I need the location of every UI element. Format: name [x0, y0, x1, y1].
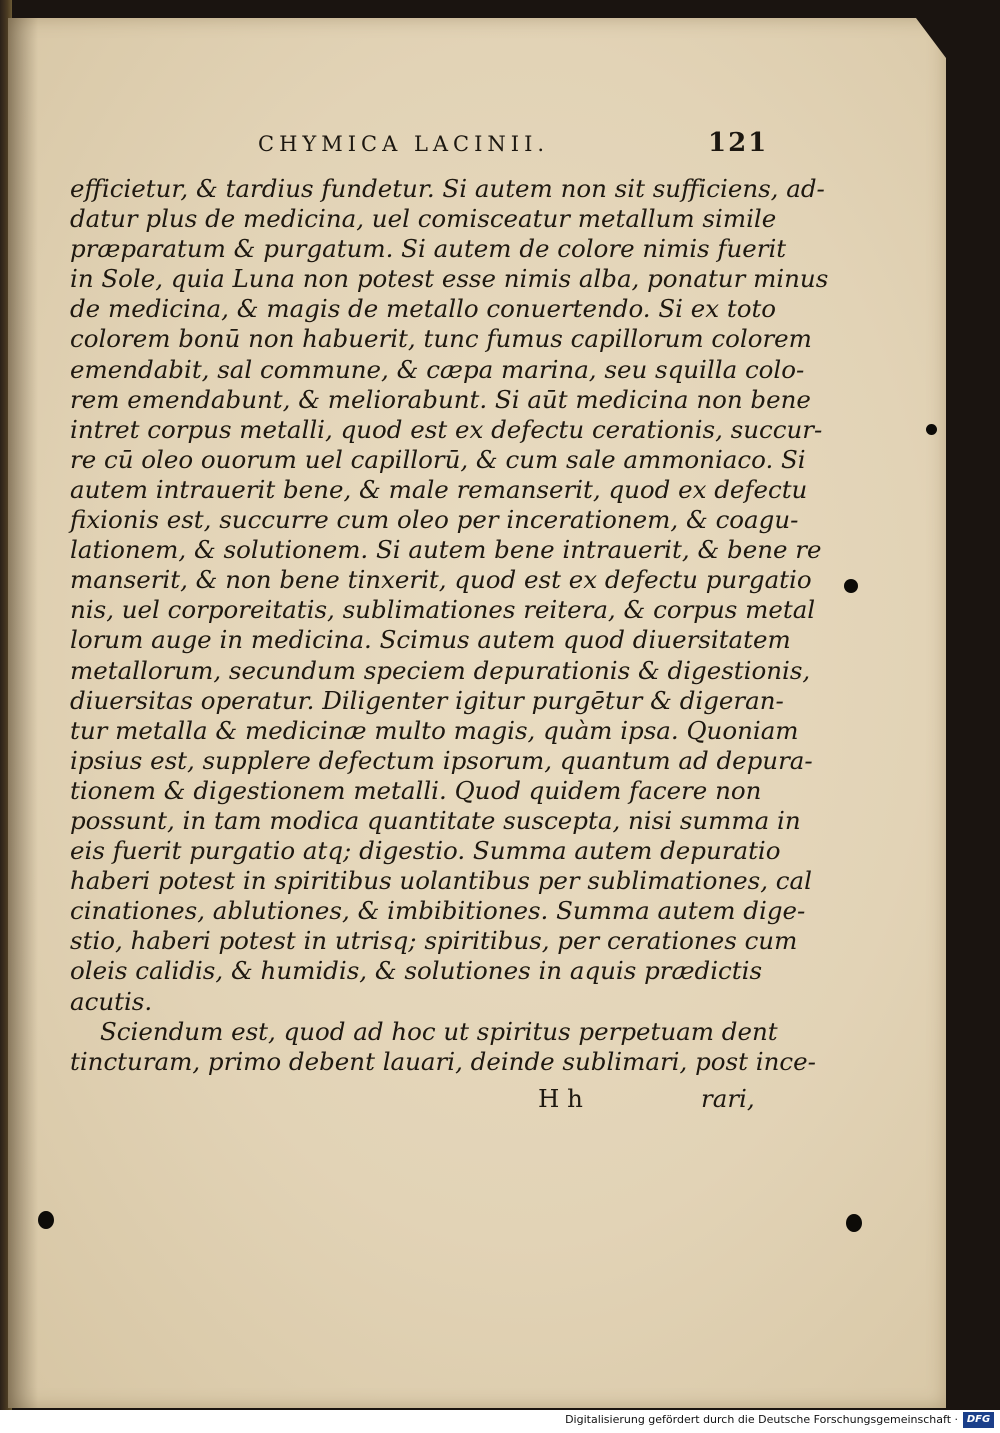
punch-hole: [38, 1211, 54, 1229]
text-line: in Sole, quia Luna non potest esse nimis alba, ponatur minus: [70, 264, 829, 294]
text-line: præparatum & purgatum. Si autem de colore nimis fuerit: [70, 234, 787, 264]
punch-hole: [926, 424, 937, 435]
book-page: [8, 18, 946, 1408]
gutter-shadow: [8, 18, 38, 1408]
main-text: [70, 174, 829, 1077]
digitization-footer: [0, 1410, 1000, 1433]
funding-credit: Digitalisierung gefördert durch die Deutsche Forschungsgemeinschaft ·: [565, 1413, 958, 1426]
text-line: ipsius est, supplere defectum ipsorum, quantum ad depura-: [70, 745, 813, 775]
signature-mark: H h: [538, 1084, 583, 1113]
punch-hole: [846, 1214, 862, 1232]
page-corner-fold: [916, 18, 946, 58]
punch-hole: [844, 579, 858, 593]
text-line: stio, haberi potest in utrisq; spiritibus, per cerationes cum: [70, 926, 798, 956]
text-line: rem emendabunt, & meliorabunt. Si aūt medicina non bene: [70, 384, 811, 414]
text-line: colorem bonū non habuerit, tunc fumus capillorum colorem: [70, 324, 812, 354]
text-line: fixionis est, succurre cum oleo per incerationem, & coagu-: [70, 505, 799, 535]
text-line: tionem & digestionem metalli. Quod quidem facere non: [70, 775, 762, 805]
text-line: emendabit, sal commune, & cæpa marina, seu squilla colo-: [70, 354, 805, 384]
text-line: possunt, in tam modica quantitate suscepta, nisi summa in: [70, 805, 801, 835]
text-line: autem intrauerit bene, & male remanserit, quod ex defectu: [70, 474, 808, 504]
page-number: 121: [708, 128, 769, 158]
text-line: eis fuerit purgatio atq; digestio. Summa autem depuratio: [70, 836, 781, 866]
running-head: CHYMICA LACINII.: [258, 132, 550, 156]
text-line: cinationes, ablutiones, & imbibitiones. Summa autem dige-: [70, 896, 806, 926]
text-line: nis, uel corporeitatis, sublimationes reitera, & corpus metal: [70, 595, 816, 625]
text-line: datur plus de medicina, uel comisceatur metallum simile: [70, 204, 777, 234]
text-line: de medicina, & magis de metallo conuertendo. Si ex toto: [70, 294, 777, 324]
text-line: oleis calidis, & humidis, & solutiones in aquis prædictis: [70, 956, 763, 986]
text-line: lationem, & solutionem. Si autem bene intrauerit, & bene re: [70, 535, 822, 565]
text-line: acutis.: [70, 986, 153, 1016]
text-line: re cū oleo ouorum uel capillorū, & cum sale ammoniaco. Si: [70, 444, 806, 474]
dfg-logo: DFG: [963, 1412, 994, 1428]
text-line: diuersitas operatur. Diligenter igitur purgētur & digeran-: [70, 685, 784, 715]
text-line: lorum auge in medicina. Scimus autem quod diuersitatem: [70, 625, 791, 655]
text-line: tur metalla & medicinæ multo magis, quàm ipsa. Quoniam: [70, 715, 799, 745]
text-line: efficietur, & tardius fundetur. Si autem non sit sufficiens, ad-: [70, 174, 825, 203]
catchword: rari,: [701, 1084, 755, 1113]
text-line: metallorum, secundum speciem depurationis & digestionis,: [70, 655, 811, 685]
text-line: haberi potest in spiritibus uolantibus per sublimationes, cal: [70, 866, 812, 896]
paragraph-start-line: Sciendum est, quod ad hoc ut spiritus perpetuam dent: [100, 1016, 778, 1046]
text-line: tincturam, primo debent lauari, deinde sublimari, post ince-: [70, 1046, 816, 1076]
text-line: intret corpus metalli, quod est ex defectu cerationis, succur-: [70, 414, 823, 444]
text-line: manserit, & non bene tinxerit, quod est ex defectu purgatio: [70, 565, 812, 595]
